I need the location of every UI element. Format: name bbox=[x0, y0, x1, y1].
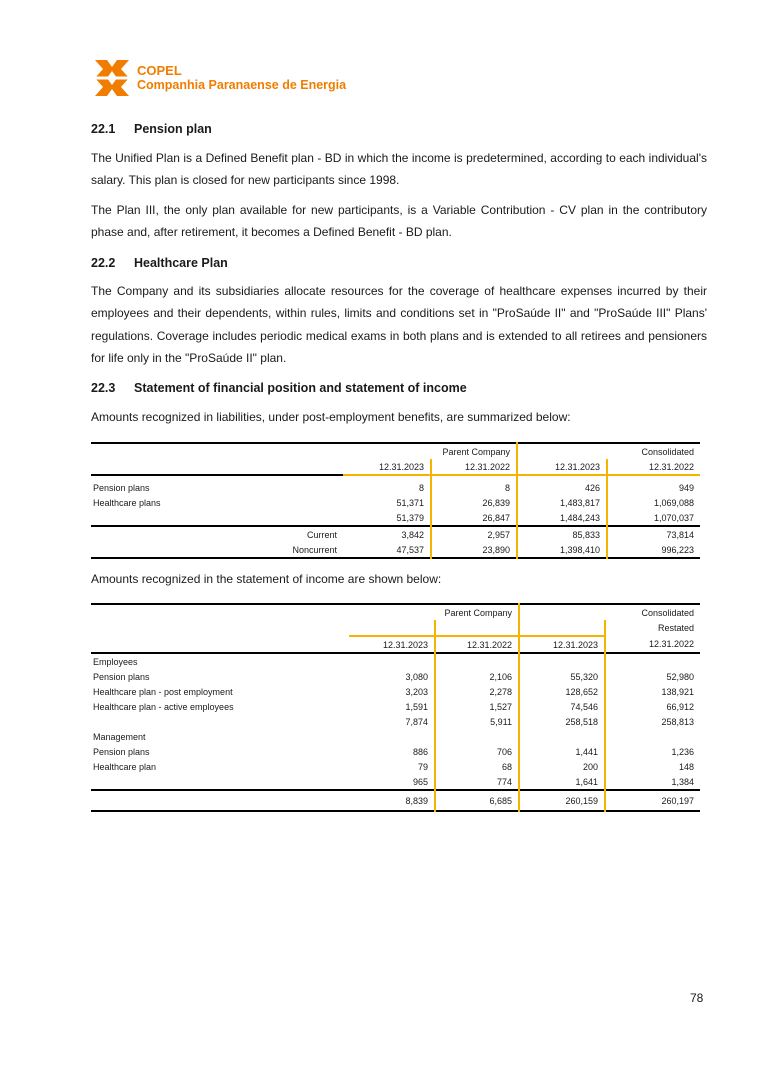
cell: 1,398,410 bbox=[517, 542, 607, 558]
cell: 23,890 bbox=[431, 542, 517, 558]
brand bbox=[137, 64, 346, 92]
lead-income: Amounts recognized in the statement of income are shown below: bbox=[91, 572, 442, 586]
group-header bbox=[91, 653, 700, 669]
date-header: 12.31.2023 bbox=[349, 636, 435, 653]
row-label: Noncurrent bbox=[292, 544, 337, 555]
section-number: 22.3 bbox=[91, 381, 116, 395]
section-heading-22-3 bbox=[91, 381, 467, 395]
cell: 51,371 bbox=[343, 495, 431, 510]
group-header bbox=[91, 729, 700, 744]
date-header: 12.31.2022 bbox=[607, 459, 700, 475]
section-title: Pension plan bbox=[134, 122, 212, 136]
cell: 1,527 bbox=[435, 699, 519, 714]
row-label: Pension plans bbox=[93, 671, 150, 682]
table-row-total bbox=[91, 790, 700, 811]
paragraph-plan-iii: The Plan III, the only plan available for new participants, is a Variable Contribution - CV plan in the contributory phase and, after retirement, it becomes a Defined Benefit - BD plan. bbox=[91, 203, 707, 240]
cell: 73,814 bbox=[666, 529, 694, 540]
group-employees: Employees bbox=[93, 656, 138, 667]
cell: 85,833 bbox=[517, 526, 607, 542]
brand-name: COPEL bbox=[137, 63, 182, 78]
cell: 26,847 bbox=[431, 510, 517, 526]
cell: 774 bbox=[435, 774, 519, 790]
income-table bbox=[91, 603, 700, 812]
table-row bbox=[91, 495, 700, 510]
cell: 2,278 bbox=[435, 684, 519, 699]
table-row bbox=[91, 526, 700, 542]
cell: 200 bbox=[519, 759, 605, 774]
date-header: 12.31.2023 bbox=[343, 459, 431, 475]
cell: 47,537 bbox=[343, 542, 431, 558]
liabilities-table bbox=[91, 442, 700, 559]
table-row bbox=[91, 699, 700, 714]
cell: 996,223 bbox=[661, 544, 694, 555]
cell: 886 bbox=[349, 744, 435, 759]
cell: 1,384 bbox=[671, 776, 694, 787]
row-label: Healthcare plans bbox=[93, 497, 161, 508]
group-management: Management bbox=[93, 731, 146, 742]
brand-full-name: Companhia Paranaense de Energia bbox=[137, 78, 347, 92]
row-label bbox=[91, 790, 349, 811]
cell: 26,839 bbox=[431, 495, 517, 510]
row-label: Pension plans bbox=[93, 482, 150, 493]
cell: 706 bbox=[435, 744, 519, 759]
cell: 5,911 bbox=[435, 714, 519, 729]
date-header: 12.31.2022 bbox=[431, 459, 517, 475]
table-row bbox=[91, 684, 700, 699]
cell: 949 bbox=[678, 482, 694, 493]
cell: 258,813 bbox=[661, 716, 694, 727]
row-label bbox=[91, 774, 349, 790]
cell: 426 bbox=[517, 480, 607, 495]
cell: 260,197 bbox=[661, 795, 694, 806]
cell: 1,236 bbox=[671, 746, 694, 757]
row-label bbox=[91, 714, 349, 729]
cell: 55,320 bbox=[519, 669, 605, 684]
section-heading-22-1 bbox=[91, 122, 212, 136]
cell: 7,874 bbox=[349, 714, 435, 729]
cell: 1,641 bbox=[519, 774, 605, 790]
cell: 1,069,088 bbox=[653, 497, 694, 508]
cell: 8,839 bbox=[349, 790, 435, 811]
date-header: 12.31.2023 bbox=[519, 636, 605, 653]
row-label: Healthcare plan bbox=[93, 761, 157, 772]
cell: 3,080 bbox=[349, 669, 435, 684]
table-row-subtotal bbox=[91, 774, 700, 790]
cell: 79 bbox=[349, 759, 435, 774]
row-label: Current bbox=[306, 529, 337, 540]
section-number: 22.2 bbox=[91, 256, 116, 270]
cell: 66,912 bbox=[666, 701, 694, 712]
table-row bbox=[91, 542, 700, 558]
section-heading-22-2 bbox=[91, 256, 228, 270]
cell: 258,518 bbox=[519, 714, 605, 729]
date-header: 12.31.2022 bbox=[435, 636, 519, 653]
cell: 148 bbox=[678, 761, 694, 772]
cell: 74,546 bbox=[519, 699, 605, 714]
header-restated: Restated bbox=[657, 623, 694, 633]
table-row-subtotal bbox=[91, 714, 700, 729]
cell: 3,842 bbox=[343, 526, 431, 542]
cell: 138,921 bbox=[661, 686, 694, 697]
lead-liabilities: Amounts recognized in liabilities, under post-employment benefits, are summarized below: bbox=[91, 410, 571, 424]
table-row bbox=[91, 744, 700, 759]
header-parent-company: Parent Company bbox=[435, 604, 519, 620]
header-consolidated: Consolidated bbox=[641, 446, 694, 457]
cell: 6,685 bbox=[435, 790, 519, 811]
cell: 965 bbox=[349, 774, 435, 790]
cell: 1,591 bbox=[349, 699, 435, 714]
cell: 1,483,817 bbox=[517, 495, 607, 510]
cell: 51,379 bbox=[343, 510, 431, 526]
cell: 8 bbox=[431, 480, 517, 495]
cell: 1,484,243 bbox=[517, 510, 607, 526]
cell: 2,106 bbox=[435, 669, 519, 684]
paragraph-healthcare: The Company and its subsidiaries allocate resources for the coverage of healthcare expenses incurred by their employees and their dependents, within rules, limits and conditions set in "ProSaúde II" and "ProSaúde III" Plans' regulations. Coverage includes periodic medical exams in both plans and is extended to all retirees and pensioners for life only in the "ProSaúde II" plan. bbox=[91, 284, 707, 365]
date-header: 12.31.2022 bbox=[648, 639, 694, 649]
cell: 2,957 bbox=[431, 526, 517, 542]
table-row bbox=[91, 759, 700, 774]
row-label: Healthcare plan - active employees bbox=[93, 701, 234, 712]
header-consolidated: Consolidated bbox=[641, 607, 694, 618]
page-number: 78 bbox=[690, 991, 704, 1005]
cell: 52,980 bbox=[666, 671, 694, 682]
header-parent-company: Parent Company bbox=[431, 443, 517, 459]
cell: 1,070,037 bbox=[653, 512, 694, 523]
cell: 68 bbox=[435, 759, 519, 774]
table-row bbox=[91, 480, 700, 495]
paragraph-unified-plan: The Unified Plan is a Defined Benefit plan - BD in which the income is predetermined, according to each individual's salary. This plan is closed for new participants since 1998. bbox=[91, 151, 707, 188]
table-row bbox=[91, 669, 700, 684]
cell: 8 bbox=[343, 480, 431, 495]
cell: 3,203 bbox=[349, 684, 435, 699]
cell: 260,159 bbox=[519, 790, 605, 811]
section-number: 22.1 bbox=[91, 122, 116, 136]
date-header: 12.31.2023 bbox=[517, 459, 607, 475]
row-label: Healthcare plan - post employment bbox=[93, 686, 233, 697]
table-row-total bbox=[91, 510, 700, 526]
copel-logo-icon bbox=[93, 60, 131, 96]
section-title: Statement of financial position and statement of income bbox=[134, 381, 467, 395]
row-label bbox=[91, 510, 343, 526]
section-title: Healthcare Plan bbox=[134, 256, 228, 270]
cell: 1,441 bbox=[519, 744, 605, 759]
row-label: Pension plans bbox=[93, 746, 150, 757]
cell: 128,652 bbox=[519, 684, 605, 699]
